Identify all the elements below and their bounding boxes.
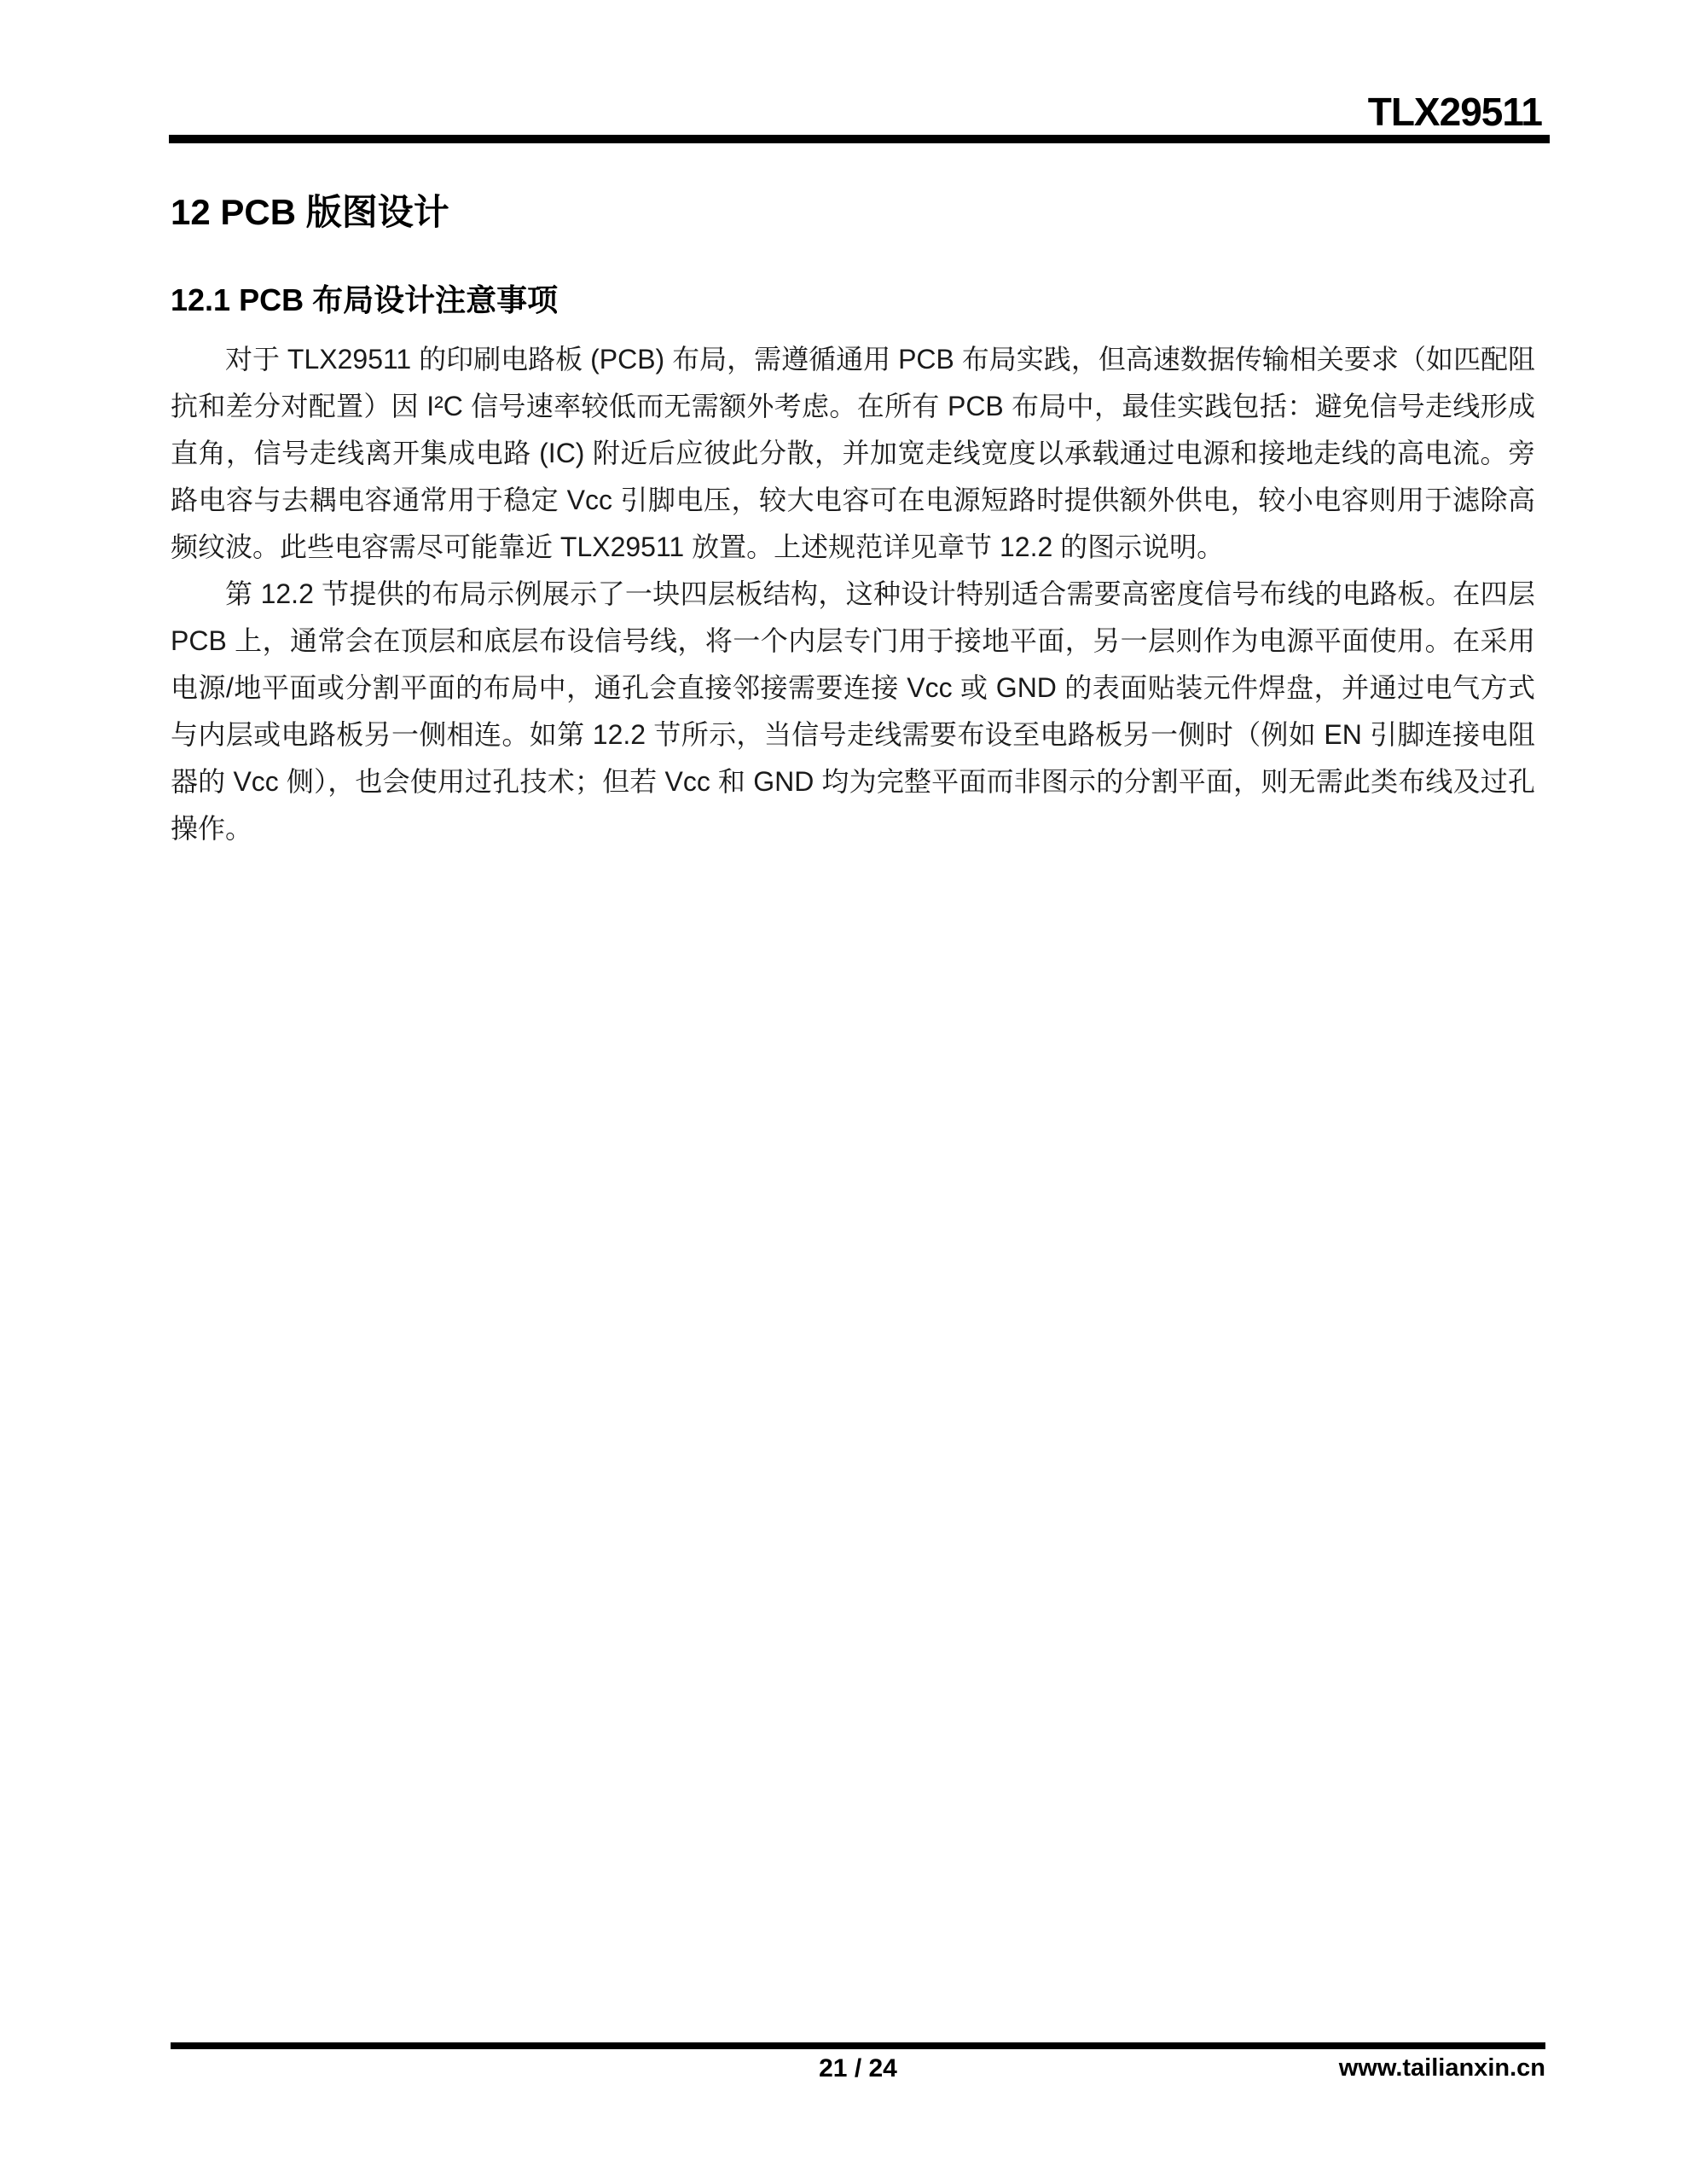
subsection-title: 12.1 PCB 布局设计注意事项 bbox=[171, 282, 559, 317]
footer-row bbox=[171, 2054, 1545, 2092]
paragraph-2: 第 12.2 节提供的布局示例展示了一块四层板结构，这种设计特别适合需要高密度信号布线的电路板。在四层 PCB 上，通常会在顶层和底层布设信号线，将一个内层专门用于接地平面，另一层则作为电源平面使用。在采用电源/地平面或分割平面的布局中，通孔会直接邻接需要连接 Vcc 或 GND 的表面贴装元件焊盘，并通过电气方式与内层或电路板另一侧相连。如第 12.2 节所示，当信号走线需要布设至电路板另一侧时（例如 EN 引脚连接电阻器的 Vcc 侧），也会使用过孔技术；但若 Vcc 和 GND 均为完整平面而非图示的分割平面，则无需此类布线及过孔操作。 bbox=[171, 578, 1535, 844]
page-body bbox=[171, 0, 1535, 852]
page-number: 21 / 24 bbox=[819, 2054, 897, 2082]
paragraph-1: 对于 TLX29511 的印刷电路板 (PCB) 布局，需遵循通用 PCB 布局实践，但高速数据传输相关要求（如匹配阻抗和差分对配置）因 I²C 信号速率较低而无需额外考虑。在所有 PCB 布局中，最佳实践包括：避免信号走线形成直角，信号走线离开集成电路 (IC) 附近后应彼此分散，并加宽走线宽度以承载通过电源和接地走线的高电流。旁路电容与去耦电容通常用于稳定 Vcc 引脚电压，较大电容可在电源短路时提供额外供电，较小电容则用于滤除高频纹波。此些电容需尽可能靠近 TLX29511 放置。上述规范详见章节 12.2 的图示说明。 bbox=[171, 344, 1535, 562]
page-footer bbox=[171, 2042, 1545, 2092]
section-title: 12 PCB 版图设计 bbox=[171, 192, 449, 232]
website-link[interactable]: www.tailianxin.cn bbox=[1338, 2054, 1545, 2082]
section-text bbox=[171, 336, 1535, 852]
doc-number: TLX29511 bbox=[1367, 90, 1542, 134]
footer-divider bbox=[171, 2042, 1545, 2049]
